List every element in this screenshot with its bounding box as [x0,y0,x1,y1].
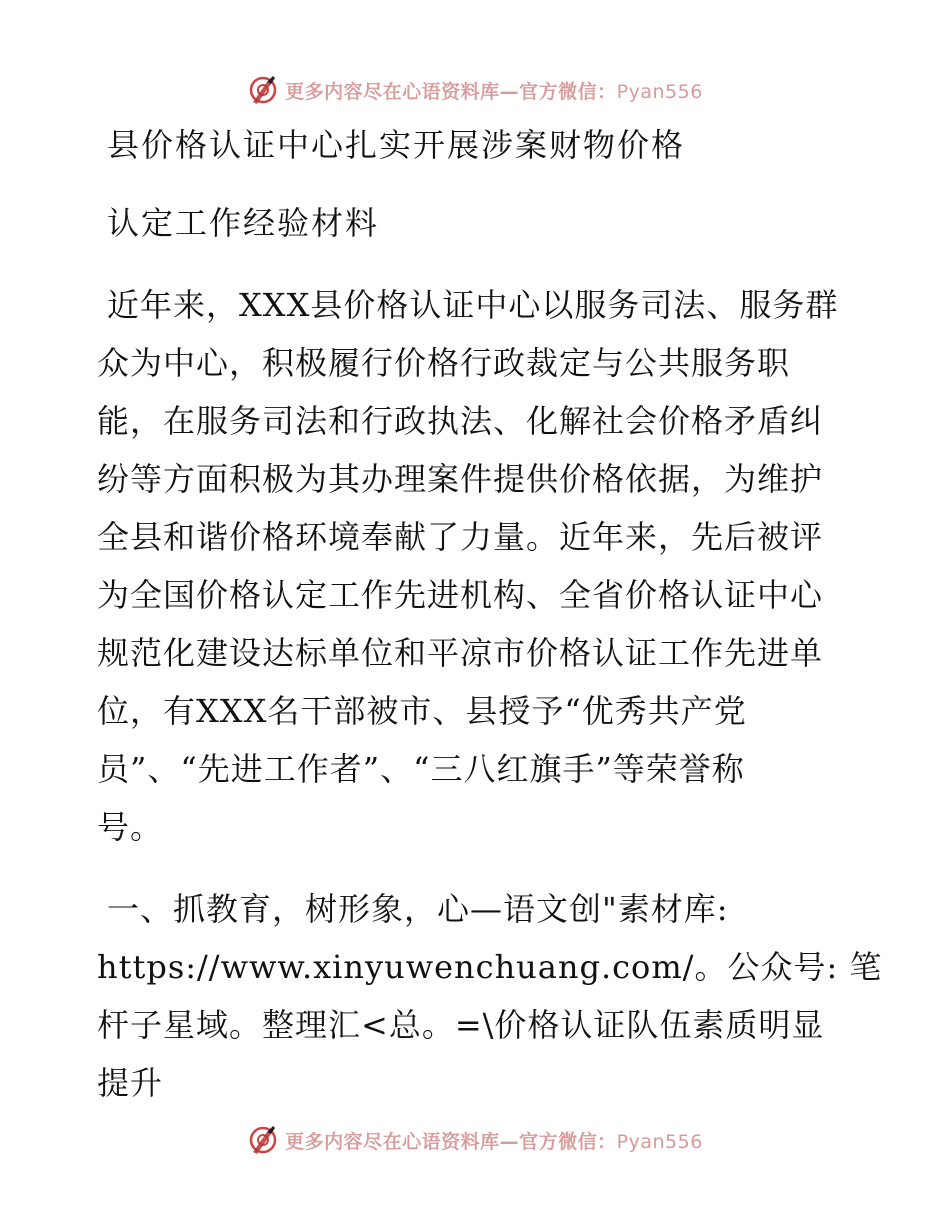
watermark-text: 更多内容尽在心语资料库—官方微信：Pyan556 [285,1130,703,1153]
paragraph-intro [97,279,857,853]
paragraph-line: 号。 [97,808,164,846]
paragraph-line: 近年来，XXX县价格认证中心以服务司法、服务群 [107,286,839,324]
paragraph-line: https://www.xinyuwenchuang.com/。公众号: 笔 [97,948,883,986]
watermark-header [0,70,950,110]
watermark-text: 更多内容尽在心语资料库—官方微信：Pyan556 [285,80,703,103]
paragraph-line: 提升 [97,1064,164,1102]
paragraph-line: 位，有XXX名干部被市、县授予“优秀共产党 [97,692,747,730]
pen-logo-icon [247,1124,279,1156]
paragraph-line: 能，在服务司法和行政执法、化解社会价格矛盾纠 [97,402,824,440]
paragraph-line: 员”、“先进工作者”、“三八红旗手”等荣誉称 [97,750,745,788]
document-title-line-2: 认定工作经验材料 [107,204,380,242]
watermark-footer [0,1120,950,1160]
document-body [97,122,883,1109]
document-title-line-1: 县价格认证中心扎实开展涉案财物价格 [107,126,686,164]
paragraph-line: 杆子星域。整理汇<总。=\价格认证队伍素质明显 [97,1006,825,1044]
paragraph-line: 全县和谐价格环境奉献了力量。近年来，先后被评 [97,518,824,556]
paragraph-line: 纷等方面积极为其办理案件提供价格依据，为维护 [97,460,824,498]
paragraph-line: 规范化建设达标单位和平凉市价格认证工作先进单 [97,634,824,672]
paragraph-line: 为全国价格认定工作先进机构、全省价格认证中心 [97,576,824,614]
paragraph-section-1 [97,883,883,1109]
paragraph-line: 众为中心，积极履行价格行政裁定与公共服务职 [97,344,791,382]
section-heading-line: 一、抓教育，树形象，心—语文创"素材库: [107,890,729,928]
pen-logo-icon [247,74,279,106]
